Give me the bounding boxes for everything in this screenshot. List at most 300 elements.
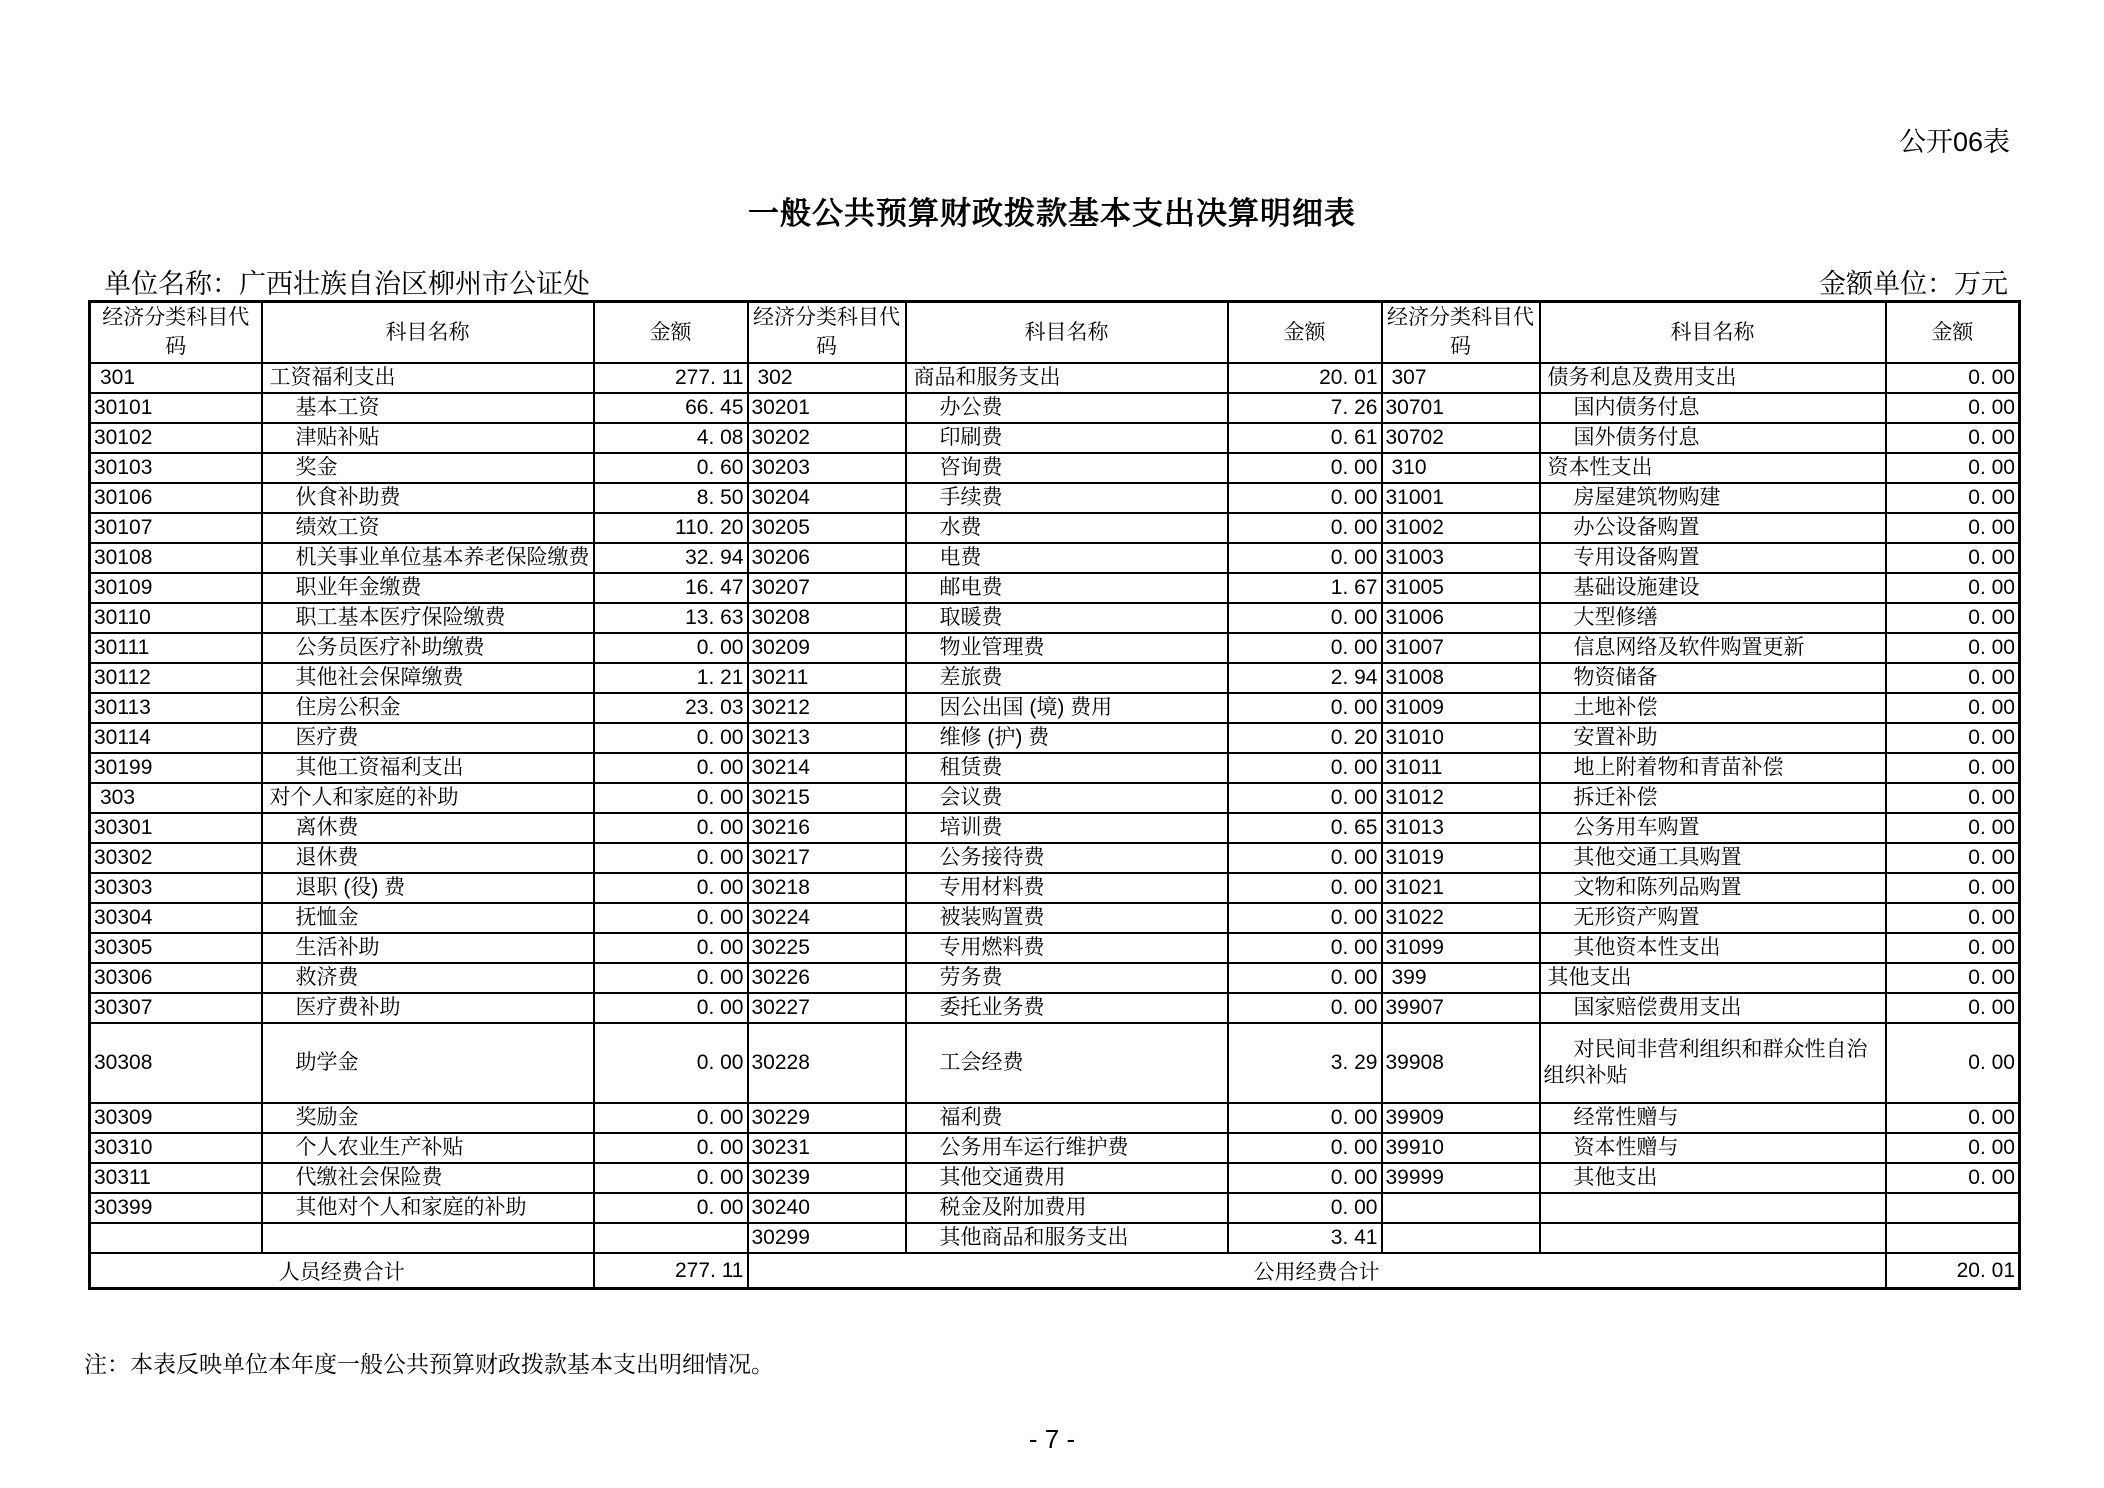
amount-cell-group3: 0. 00 bbox=[1886, 813, 2020, 843]
subject-cell-group2: 会议费 bbox=[906, 783, 1228, 813]
amount-cell-group1: 0. 00 bbox=[594, 993, 748, 1023]
code-cell-group1: 30114 bbox=[90, 723, 262, 753]
subject-cell-group2: 因公出国 (境) 费用 bbox=[906, 693, 1228, 723]
table-row bbox=[90, 573, 2020, 603]
code-cell-group3: 39907 bbox=[1382, 993, 1540, 1023]
amount-cell-group3: 0. 00 bbox=[1886, 363, 2020, 393]
subject-cell-group2: 培训费 bbox=[906, 813, 1228, 843]
subject-cell-group3: 其他交通工具购置 bbox=[1540, 843, 1886, 873]
code-cell-group2: 30214 bbox=[748, 753, 906, 783]
code-cell-group3: 31008 bbox=[1382, 663, 1540, 693]
code-cell-group1: 30308 bbox=[90, 1023, 262, 1103]
header-row bbox=[90, 302, 2020, 363]
code-cell-group3: 39908 bbox=[1382, 1023, 1540, 1103]
subject-cell-group2: 商品和服务支出 bbox=[906, 363, 1228, 393]
code-cell-group3: 30701 bbox=[1382, 393, 1540, 423]
amount-cell-group1: 110. 20 bbox=[594, 513, 748, 543]
subject-cell-group1: 抚恤金 bbox=[262, 903, 594, 933]
amount-cell-group3: 0. 00 bbox=[1886, 693, 2020, 723]
table-row bbox=[90, 843, 2020, 873]
amount-cell-group3: 0. 00 bbox=[1886, 933, 2020, 963]
code-cell-group3: 31005 bbox=[1382, 573, 1540, 603]
code-cell-group2: 302 bbox=[748, 363, 906, 393]
subject-cell-group2: 手续费 bbox=[906, 483, 1228, 513]
subject-cell-group1: 代缴社会保险费 bbox=[262, 1163, 594, 1193]
code-cell-group2: 30215 bbox=[748, 783, 906, 813]
code-cell-group1: 30112 bbox=[90, 663, 262, 693]
code-cell-group1: 30302 bbox=[90, 843, 262, 873]
amount-cell-group1: 1. 21 bbox=[594, 663, 748, 693]
amount-cell-group2: 20. 01 bbox=[1228, 363, 1382, 393]
subject-cell-group1: 其他工资福利支出 bbox=[262, 753, 594, 783]
code-cell-group1: 30399 bbox=[90, 1193, 262, 1223]
subject-cell-group3: 大型修缮 bbox=[1540, 603, 1886, 633]
code-cell-group1 bbox=[90, 1223, 262, 1253]
amount-cell-group1: 0. 00 bbox=[594, 1163, 748, 1193]
table-row bbox=[90, 423, 2020, 453]
amount-cell-group3: 0. 00 bbox=[1886, 483, 2020, 513]
code-cell-group1: 30103 bbox=[90, 453, 262, 483]
table-row bbox=[90, 453, 2020, 483]
subject-cell-group3: 文物和陈列品购置 bbox=[1540, 873, 1886, 903]
subject-cell-group1: 津贴补贴 bbox=[262, 423, 594, 453]
subject-cell-group2: 取暖费 bbox=[906, 603, 1228, 633]
amount-cell-group2: 0. 00 bbox=[1228, 963, 1382, 993]
table-row bbox=[90, 1023, 2020, 1103]
amount-cell-group2: 0. 20 bbox=[1228, 723, 1382, 753]
code-cell-group2: 30227 bbox=[748, 993, 906, 1023]
amount-cell-group2: 0. 65 bbox=[1228, 813, 1382, 843]
code-cell-group3: 39909 bbox=[1382, 1103, 1540, 1133]
amount-cell-group2: 0. 00 bbox=[1228, 693, 1382, 723]
subject-cell-group2: 电费 bbox=[906, 543, 1228, 573]
header-code-group3: 经济分类科目代码 bbox=[1382, 302, 1540, 363]
amount-cell-group1: 0. 00 bbox=[594, 753, 748, 783]
amount-cell-group2: 3. 41 bbox=[1228, 1223, 1382, 1253]
amount-cell-group2: 1. 67 bbox=[1228, 573, 1382, 603]
amount-cell-group3 bbox=[1886, 1193, 2020, 1223]
subject-cell-group1: 对个人和家庭的补助 bbox=[262, 783, 594, 813]
meta-line bbox=[104, 262, 2008, 301]
code-cell-group2: 30229 bbox=[748, 1103, 906, 1133]
code-cell-group3: 31019 bbox=[1382, 843, 1540, 873]
subject-cell-group1 bbox=[262, 1223, 594, 1253]
table-row bbox=[90, 1193, 2020, 1223]
amount-cell-group3: 0. 00 bbox=[1886, 873, 2020, 903]
code-cell-group3: 399 bbox=[1382, 963, 1540, 993]
page-number: - 7 - bbox=[1028, 1424, 1076, 1454]
amount-cell-group1: 0. 00 bbox=[594, 1133, 748, 1163]
amount-cell-group2: 0. 00 bbox=[1228, 1193, 1382, 1223]
amount-cell-group2: 0. 00 bbox=[1228, 633, 1382, 663]
form-number-label: 公开06表 bbox=[1898, 127, 2010, 157]
code-cell-group2: 30225 bbox=[748, 933, 906, 963]
amount-cell-group1: 0. 00 bbox=[594, 1103, 748, 1133]
subject-cell-group3: 其他支出 bbox=[1540, 1163, 1886, 1193]
amount-cell-group2: 0. 00 bbox=[1228, 453, 1382, 483]
table-head bbox=[90, 302, 2020, 363]
subject-cell-group3: 债务利息及费用支出 bbox=[1540, 363, 1886, 393]
amount-cell-group3: 0. 00 bbox=[1886, 1023, 2020, 1103]
subject-cell-group2: 公务用车运行维护费 bbox=[906, 1133, 1228, 1163]
amount-cell-group2: 0. 00 bbox=[1228, 1133, 1382, 1163]
code-cell-group3: 31099 bbox=[1382, 933, 1540, 963]
amount-cell-group3: 0. 00 bbox=[1886, 903, 2020, 933]
table-row bbox=[90, 603, 2020, 633]
code-cell-group2: 30216 bbox=[748, 813, 906, 843]
amount-cell-group2: 0. 00 bbox=[1228, 603, 1382, 633]
code-cell-group3: 31006 bbox=[1382, 603, 1540, 633]
subject-cell-group3: 资本性赠与 bbox=[1540, 1133, 1886, 1163]
header-amount-group2: 金额 bbox=[1228, 302, 1382, 363]
subject-cell-group1: 生活补助 bbox=[262, 933, 594, 963]
subject-cell-group3: 物资储备 bbox=[1540, 663, 1886, 693]
public-total-label: 公用经费合计 bbox=[748, 1253, 1886, 1289]
amount-cell-group2: 0. 00 bbox=[1228, 783, 1382, 813]
subject-cell-group3: 对民间非营利组织和群众性自治组织补贴 bbox=[1540, 1023, 1886, 1103]
header-code-group2: 经济分类科目代码 bbox=[748, 302, 906, 363]
subject-cell-group3: 安置补助 bbox=[1540, 723, 1886, 753]
amount-cell-group2: 0. 00 bbox=[1228, 513, 1382, 543]
table-row bbox=[90, 873, 2020, 903]
code-cell-group3: 31010 bbox=[1382, 723, 1540, 753]
code-cell-group2: 30213 bbox=[748, 723, 906, 753]
code-cell-group1: 30303 bbox=[90, 873, 262, 903]
code-cell-group1: 30304 bbox=[90, 903, 262, 933]
subject-cell-group2: 邮电费 bbox=[906, 573, 1228, 603]
code-cell-group1: 30101 bbox=[90, 393, 262, 423]
amount-cell-group1: 0. 60 bbox=[594, 453, 748, 483]
amount-cell-group2: 0. 00 bbox=[1228, 993, 1382, 1023]
subject-cell-group3: 房屋建筑物购建 bbox=[1540, 483, 1886, 513]
code-cell-group2: 30208 bbox=[748, 603, 906, 633]
code-cell-group2: 30231 bbox=[748, 1133, 906, 1163]
code-cell-group3 bbox=[1382, 1193, 1540, 1223]
header-subject-group3: 科目名称 bbox=[1540, 302, 1886, 363]
subject-cell-group2: 物业管理费 bbox=[906, 633, 1228, 663]
table-row bbox=[90, 903, 2020, 933]
code-cell-group1: 30309 bbox=[90, 1103, 262, 1133]
personnel-total-value: 277. 11 bbox=[594, 1253, 748, 1289]
amount-cell-group1: 23. 03 bbox=[594, 693, 748, 723]
code-cell-group2: 30228 bbox=[748, 1023, 906, 1103]
code-cell-group1: 30113 bbox=[90, 693, 262, 723]
amount-cell-group2: 0. 00 bbox=[1228, 873, 1382, 903]
code-cell-group3: 39999 bbox=[1382, 1163, 1540, 1193]
subject-cell-group1: 医疗费 bbox=[262, 723, 594, 753]
code-cell-group1: 30301 bbox=[90, 813, 262, 843]
code-cell-group1: 30199 bbox=[90, 753, 262, 783]
subject-cell-group2: 咨询费 bbox=[906, 453, 1228, 483]
code-cell-group1: 30306 bbox=[90, 963, 262, 993]
subject-cell-group3: 资本性支出 bbox=[1540, 453, 1886, 483]
amount-cell-group1: 0. 00 bbox=[594, 813, 748, 843]
table-row bbox=[90, 693, 2020, 723]
subject-cell-group3: 土地补偿 bbox=[1540, 693, 1886, 723]
subject-cell-group1: 伙食补助费 bbox=[262, 483, 594, 513]
code-cell-group3: 31012 bbox=[1382, 783, 1540, 813]
subject-cell-group1: 奖金 bbox=[262, 453, 594, 483]
amount-cell-group2: 0. 00 bbox=[1228, 903, 1382, 933]
subject-cell-group1: 住房公积金 bbox=[262, 693, 594, 723]
amount-cell-group1: 0. 00 bbox=[594, 723, 748, 753]
table-row bbox=[90, 933, 2020, 963]
code-cell-group1: 30311 bbox=[90, 1163, 262, 1193]
public-total-value: 20. 01 bbox=[1886, 1253, 2020, 1289]
amount-cell-group2: 0. 00 bbox=[1228, 1163, 1382, 1193]
amount-cell-group1: 16. 47 bbox=[594, 573, 748, 603]
amount-cell-group2: 2. 94 bbox=[1228, 663, 1382, 693]
page-title: 一般公共预算财政拨款基本支出决算明细表 bbox=[748, 196, 1356, 231]
header-subject-group1: 科目名称 bbox=[262, 302, 594, 363]
subject-cell-group1: 助学金 bbox=[262, 1023, 594, 1103]
subject-cell-group1: 其他社会保障缴费 bbox=[262, 663, 594, 693]
code-cell-group1: 30106 bbox=[90, 483, 262, 513]
code-cell-group2: 30226 bbox=[748, 963, 906, 993]
amount-cell-group3: 0. 00 bbox=[1886, 573, 2020, 603]
amount-cell-group1: 0. 00 bbox=[594, 1193, 748, 1223]
subject-cell-group2: 印刷费 bbox=[906, 423, 1228, 453]
code-cell-group3: 30702 bbox=[1382, 423, 1540, 453]
code-cell-group3: 31011 bbox=[1382, 753, 1540, 783]
subject-cell-group3: 其他支出 bbox=[1540, 963, 1886, 993]
amount-cell-group1: 0. 00 bbox=[594, 903, 748, 933]
amount-cell-group3: 0. 00 bbox=[1886, 753, 2020, 783]
amount-cell-group3: 0. 00 bbox=[1886, 663, 2020, 693]
amount-cell-group2: 3. 29 bbox=[1228, 1023, 1382, 1103]
code-cell-group3: 31007 bbox=[1382, 633, 1540, 663]
code-cell-group2: 30217 bbox=[748, 843, 906, 873]
amount-cell-group1 bbox=[594, 1223, 748, 1253]
amount-cell-group3: 0. 00 bbox=[1886, 1163, 2020, 1193]
subject-cell-group2: 办公费 bbox=[906, 393, 1228, 423]
header-amount-group1: 金额 bbox=[594, 302, 748, 363]
amount-cell-group3: 0. 00 bbox=[1886, 543, 2020, 573]
amount-cell-group1: 66. 45 bbox=[594, 393, 748, 423]
amount-cell-group3: 0. 00 bbox=[1886, 423, 2020, 453]
code-cell-group2: 30202 bbox=[748, 423, 906, 453]
amount-cell-group2: 0. 00 bbox=[1228, 1103, 1382, 1133]
amount-cell-group3: 0. 00 bbox=[1886, 963, 2020, 993]
subject-cell-group3: 国家赔偿费用支出 bbox=[1540, 993, 1886, 1023]
amount-cell-group3: 0. 00 bbox=[1886, 1103, 2020, 1133]
code-cell-group1: 30107 bbox=[90, 513, 262, 543]
table-foot bbox=[90, 1253, 2020, 1289]
code-cell-group1: 30307 bbox=[90, 993, 262, 1023]
subject-cell-group1: 公务员医疗补助缴费 bbox=[262, 633, 594, 663]
amount-cell-group3: 0. 00 bbox=[1886, 1133, 2020, 1163]
code-cell-group2: 30218 bbox=[748, 873, 906, 903]
amount-cell-group3: 0. 00 bbox=[1886, 453, 2020, 483]
code-cell-group2: 30205 bbox=[748, 513, 906, 543]
header-amount-group3: 金额 bbox=[1886, 302, 2020, 363]
subject-cell-group3: 国外债务付息 bbox=[1540, 423, 1886, 453]
amount-cell-group1: 8. 50 bbox=[594, 483, 748, 513]
amount-cell-group3: 0. 00 bbox=[1886, 633, 2020, 663]
subject-cell-group1: 绩效工资 bbox=[262, 513, 594, 543]
amount-cell-group2: 0. 00 bbox=[1228, 483, 1382, 513]
table-row bbox=[90, 723, 2020, 753]
subject-cell-group2: 工会经费 bbox=[906, 1023, 1228, 1103]
amount-cell-group2: 0. 00 bbox=[1228, 843, 1382, 873]
subject-cell-group1: 退职 (役) 费 bbox=[262, 873, 594, 903]
table-row bbox=[90, 513, 2020, 543]
header-subject-group2: 科目名称 bbox=[906, 302, 1228, 363]
amount-cell-group1: 13. 63 bbox=[594, 603, 748, 633]
code-cell-group1: 30111 bbox=[90, 633, 262, 663]
budget-table bbox=[88, 300, 2021, 1290]
subject-cell-group2: 差旅费 bbox=[906, 663, 1228, 693]
subject-cell-group3 bbox=[1540, 1193, 1886, 1223]
code-cell-group3: 39910 bbox=[1382, 1133, 1540, 1163]
table-row bbox=[90, 753, 2020, 783]
amount-cell-group1: 0. 00 bbox=[594, 873, 748, 903]
amount-cell-group3: 0. 00 bbox=[1886, 513, 2020, 543]
subject-cell-group2: 租赁费 bbox=[906, 753, 1228, 783]
table-body bbox=[90, 363, 2020, 1253]
amount-cell-group1: 0. 00 bbox=[594, 1023, 748, 1103]
code-cell-group1: 30110 bbox=[90, 603, 262, 633]
subject-cell-group2: 福利费 bbox=[906, 1103, 1228, 1133]
subject-cell-group1: 救济费 bbox=[262, 963, 594, 993]
table-row bbox=[90, 993, 2020, 1023]
amount-cell-group3: 0. 00 bbox=[1886, 843, 2020, 873]
amount-cell-group2: 0. 61 bbox=[1228, 423, 1382, 453]
subject-cell-group2: 水费 bbox=[906, 513, 1228, 543]
code-cell-group3: 31013 bbox=[1382, 813, 1540, 843]
code-cell-group3: 31022 bbox=[1382, 903, 1540, 933]
code-cell-group3 bbox=[1382, 1223, 1540, 1253]
subject-cell-group1: 基本工资 bbox=[262, 393, 594, 423]
table-note: 注：本表反映单位本年度一般公共预算财政拨款基本支出明细情况。 bbox=[84, 1351, 774, 1377]
table-row bbox=[90, 963, 2020, 993]
subject-cell-group3: 办公设备购置 bbox=[1540, 513, 1886, 543]
subject-cell-group3: 地上附着物和青苗补偿 bbox=[1540, 753, 1886, 783]
table-row bbox=[90, 813, 2020, 843]
amount-cell-group1: 277. 11 bbox=[594, 363, 748, 393]
amount-cell-group3: 0. 00 bbox=[1886, 393, 2020, 423]
code-cell-group2: 30206 bbox=[748, 543, 906, 573]
amount-cell-group2: 0. 00 bbox=[1228, 753, 1382, 783]
amount-cell-group3: 0. 00 bbox=[1886, 603, 2020, 633]
subject-cell-group2: 专用材料费 bbox=[906, 873, 1228, 903]
subject-cell-group1: 其他对个人和家庭的补助 bbox=[262, 1193, 594, 1223]
amount-cell-group1: 0. 00 bbox=[594, 783, 748, 813]
subject-cell-group1: 个人农业生产补贴 bbox=[262, 1133, 594, 1163]
subject-cell-group2: 劳务费 bbox=[906, 963, 1228, 993]
subject-cell-group3: 专用设备购置 bbox=[1540, 543, 1886, 573]
amount-cell-group1: 4. 08 bbox=[594, 423, 748, 453]
table-row bbox=[90, 633, 2020, 663]
subject-cell-group2: 委托业务费 bbox=[906, 993, 1228, 1023]
code-cell-group3: 31003 bbox=[1382, 543, 1540, 573]
code-cell-group2: 30209 bbox=[748, 633, 906, 663]
header-code-group1: 经济分类科目代码 bbox=[90, 302, 262, 363]
code-cell-group1: 30108 bbox=[90, 543, 262, 573]
code-cell-group2: 30224 bbox=[748, 903, 906, 933]
table-row bbox=[90, 1103, 2020, 1133]
subject-cell-group2: 其他商品和服务支出 bbox=[906, 1223, 1228, 1253]
subject-cell-group3 bbox=[1540, 1223, 1886, 1253]
subject-cell-group3: 信息网络及软件购置更新 bbox=[1540, 633, 1886, 663]
code-cell-group2: 30240 bbox=[748, 1193, 906, 1223]
subject-cell-group2: 公务接待费 bbox=[906, 843, 1228, 873]
subject-cell-group1: 离休费 bbox=[262, 813, 594, 843]
personnel-total-label: 人员经费合计 bbox=[90, 1253, 594, 1289]
amount-unit-label: 金额单位：万元 bbox=[1819, 269, 2008, 299]
code-cell-group2: 30203 bbox=[748, 453, 906, 483]
subject-cell-group2: 其他交通费用 bbox=[906, 1163, 1228, 1193]
table-row bbox=[90, 363, 2020, 393]
amount-cell-group2: 0. 00 bbox=[1228, 543, 1382, 573]
amount-cell-group2: 0. 00 bbox=[1228, 933, 1382, 963]
amount-cell-group3 bbox=[1886, 1223, 2020, 1253]
code-cell-group3: 31021 bbox=[1382, 873, 1540, 903]
code-cell-group2: 30212 bbox=[748, 693, 906, 723]
code-cell-group3: 307 bbox=[1382, 363, 1540, 393]
subject-cell-group2: 专用燃料费 bbox=[906, 933, 1228, 963]
subject-cell-group2: 被装购置费 bbox=[906, 903, 1228, 933]
code-cell-group2: 30207 bbox=[748, 573, 906, 603]
code-cell-group3: 310 bbox=[1382, 453, 1540, 483]
code-cell-group1: 30102 bbox=[90, 423, 262, 453]
subject-cell-group2: 税金及附加费用 bbox=[906, 1193, 1228, 1223]
amount-cell-group1: 0. 00 bbox=[594, 843, 748, 873]
amount-cell-group3: 0. 00 bbox=[1886, 723, 2020, 753]
unit-name: 单位名称：广西壮族自治区柳州市公证处 bbox=[104, 269, 590, 299]
table-row bbox=[90, 1133, 2020, 1163]
code-cell-group3: 31001 bbox=[1382, 483, 1540, 513]
amount-cell-group1: 0. 00 bbox=[594, 633, 748, 663]
amount-cell-group1: 0. 00 bbox=[594, 963, 748, 993]
code-cell-group2: 30239 bbox=[748, 1163, 906, 1193]
code-cell-group1: 30310 bbox=[90, 1133, 262, 1163]
subject-cell-group2: 维修 (护) 费 bbox=[906, 723, 1228, 753]
code-cell-group1: 30109 bbox=[90, 573, 262, 603]
subject-cell-group3: 基础设施建设 bbox=[1540, 573, 1886, 603]
amount-cell-group1: 32. 94 bbox=[594, 543, 748, 573]
subject-cell-group3: 无形资产购置 bbox=[1540, 903, 1886, 933]
subject-cell-group1: 奖励金 bbox=[262, 1103, 594, 1133]
table-row bbox=[90, 1163, 2020, 1193]
code-cell-group1: 301 bbox=[90, 363, 262, 393]
subject-cell-group3: 其他资本性支出 bbox=[1540, 933, 1886, 963]
table-row bbox=[90, 393, 2020, 423]
code-cell-group2: 30299 bbox=[748, 1223, 906, 1253]
subject-cell-group3: 经常性赠与 bbox=[1540, 1103, 1886, 1133]
subject-cell-group1: 工资福利支出 bbox=[262, 363, 594, 393]
table-row bbox=[90, 483, 2020, 513]
totals-row bbox=[90, 1253, 2020, 1289]
amount-cell-group3: 0. 00 bbox=[1886, 993, 2020, 1023]
subject-cell-group1: 机关事业单位基本养老保险缴费 bbox=[262, 543, 594, 573]
code-cell-group3: 31002 bbox=[1382, 513, 1540, 543]
amount-cell-group2: 7. 26 bbox=[1228, 393, 1382, 423]
table-row bbox=[90, 663, 2020, 693]
subject-cell-group3: 国内债务付息 bbox=[1540, 393, 1886, 423]
code-cell-group2: 30204 bbox=[748, 483, 906, 513]
code-cell-group1: 30305 bbox=[90, 933, 262, 963]
code-cell-group2: 30201 bbox=[748, 393, 906, 423]
table-row bbox=[90, 543, 2020, 573]
code-cell-group1: 303 bbox=[90, 783, 262, 813]
subject-cell-group3: 公务用车购置 bbox=[1540, 813, 1886, 843]
subject-cell-group3: 拆迁补偿 bbox=[1540, 783, 1886, 813]
subject-cell-group1: 职工基本医疗保险缴费 bbox=[262, 603, 594, 633]
subject-cell-group1: 医疗费补助 bbox=[262, 993, 594, 1023]
code-cell-group2: 30211 bbox=[748, 663, 906, 693]
subject-cell-group1: 职业年金缴费 bbox=[262, 573, 594, 603]
